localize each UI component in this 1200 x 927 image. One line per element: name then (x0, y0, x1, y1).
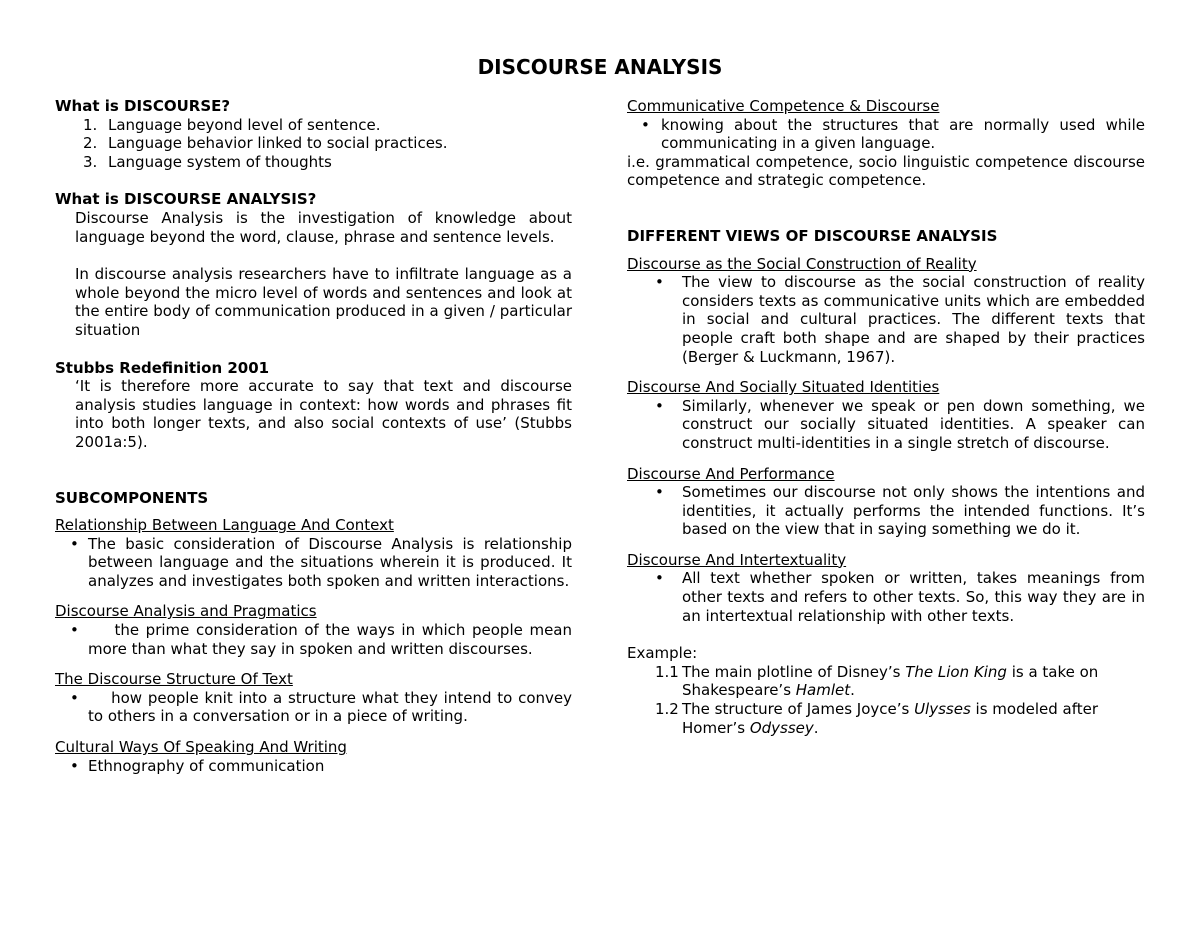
paragraph: Discourse Analysis is the investigation of knowledge about language beyond the word, clause, phrase and sentence levels. (75, 208, 572, 246)
bullet-list (627, 569, 1145, 625)
subsection-title: Relationship Between Language And Context (55, 516, 394, 535)
subsection-title: Discourse And Performance (627, 464, 835, 483)
section-heading-subcomponents: SUBCOMPONENTS (55, 488, 209, 507)
quote-paragraph: ‘It is therefore more accurate to say that text and discourse analysis studies language in context: how words and phrases fit into both longer texts, and also social contexts of use’ (Stubbs 2001a:5). (75, 377, 572, 451)
subsection-title: Discourse Analysis and Pragmatics (55, 602, 317, 621)
bullet-list (55, 535, 572, 591)
list-item: 2. Language behavior linked to social practices. (83, 134, 448, 153)
bullet-list (55, 621, 577, 658)
subsection-title: Discourse And Socially Situated Identities (627, 378, 940, 397)
list-item: 1. Language beyond level of sentence. (83, 115, 381, 134)
list-item: • knowing about the structures that are normally used while communicating in a given language. (641, 115, 1145, 153)
bullet-list (55, 688, 577, 726)
list-item: • the prime consideration of the ways in which people mean more than what they say in spoken and written discourses. (70, 621, 577, 658)
list-item: 3. Language system of thoughts (83, 152, 332, 171)
left-column (55, 97, 577, 775)
list-item: 1.2 The structure of James Joyce’s Ulysses is modeled after Homer’s Odyssey. (655, 700, 1099, 737)
paragraph: In discourse analysis researchers have to infiltrate language as a whole beyond the micro level of words and sentences and look at the entire body of communication produced in a given / particular situation (75, 265, 572, 339)
bullet-list (627, 116, 1145, 153)
bullet-list (627, 273, 1145, 366)
subsection-title: Discourse And Intertextuality (627, 550, 847, 569)
list-item: • The basic consideration of Discourse Analysis is relationship between language and the situations wherein it is produced. It analyzes and investigates both spoken and written interactions. (70, 534, 572, 590)
subsection-title: Communicative Competence & Discourse (627, 97, 940, 115)
section-heading-stubbs: Stubbs Redefinition 2001 (55, 358, 270, 377)
list-item: • The view to discourse as the social construction of reality considers texts as communicative units which are embedded in social and cultural practices. The different texts that people craft both shape and are shaped by their practices (Berger & Luckmann, 1967). (655, 273, 1145, 366)
list-item: • All text whether spoken or written, takes meanings from other texts and refers to other texts. So, this way they are in an intertextual relationship with other texts. (655, 569, 1145, 625)
document-title: DISCOURSE ANALYSIS (477, 55, 723, 79)
bullet-list (627, 397, 1145, 453)
right-column (627, 97, 1145, 737)
list-item: • how people knit into a structure what they intend to convey to others in a conversation or in a piece of writing. (70, 688, 577, 726)
subsection-title: Cultural Ways Of Speaking And Writing (55, 738, 347, 757)
list-item: • Ethnography of communication (70, 756, 325, 775)
example-list (627, 663, 1145, 737)
section-heading-what-is-discourse: What is DISCOURSE? (55, 97, 231, 115)
section-heading-different-views: DIFFERENT VIEWS OF DISCOURSE ANALYSIS (627, 226, 998, 245)
paragraph: i.e. grammatical competence, socio linguistic competence discourse competence and strategic competence. (627, 152, 1145, 190)
bullet-list (55, 757, 572, 776)
list-item: 1.1 The main plotline of Disney’s The Lion King is a take on Shakespeare’s Hamlet. (655, 662, 1099, 700)
list-item: • Sometimes our discourse not only shows the intentions and identities, it actually performs the intended functions. It’s based on the view that in saying something we do it. (655, 483, 1145, 539)
bullet-list (627, 483, 1145, 539)
list-item: • Similarly, whenever we speak or pen down something, we construct our socially situated identities. A speaker can construct multi-identities in a single stretch of discourse. (655, 396, 1145, 452)
subsection-title: The Discourse Structure Of Text (55, 670, 293, 689)
discourse-definition-list (55, 116, 572, 172)
example-label: Example: (627, 644, 698, 663)
subsection-title: Discourse as the Social Construction of Reality (627, 254, 977, 273)
section-heading-what-is-discourse-analysis: What is DISCOURSE ANALYSIS? (55, 190, 317, 209)
